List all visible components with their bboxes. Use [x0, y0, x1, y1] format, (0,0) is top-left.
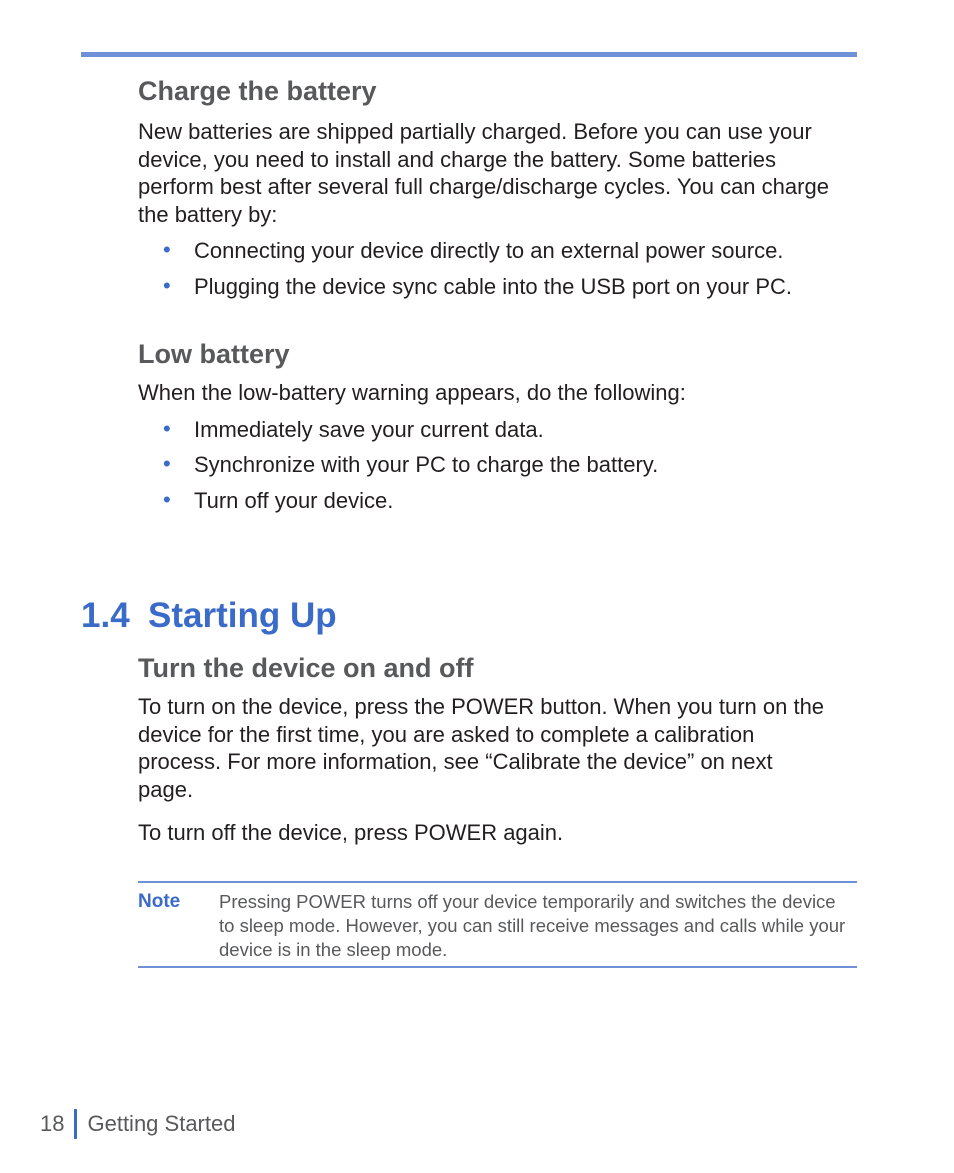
charge-heading: Charge the battery: [138, 76, 377, 106]
bullet-text: Synchronize with your PC to charge the battery.: [194, 452, 659, 477]
bullet-icon: •: [163, 451, 171, 476]
bullet-text: Connecting your device directly to an external power source.: [194, 238, 784, 263]
bullet-icon: •: [163, 415, 171, 441]
footer-divider: [74, 1109, 77, 1139]
chapter-title: Getting Started: [87, 1111, 236, 1136]
section-title: [81, 594, 337, 638]
list-item: [138, 273, 858, 309]
bullet-icon: •: [163, 237, 171, 262]
turn-on-paragraph: To turn on the device, press the POWER button. When you turn on the device for the first time, you are asked to complete a calibration process. For more information, see “Calibrate the device” on next page.: [138, 694, 825, 802]
turn-off-paragraph: To turn off the device, press POWER again.: [138, 820, 564, 845]
turn-on-off-heading: Turn the device on and off: [138, 653, 474, 683]
list-item: [138, 487, 858, 523]
charge-section: [138, 75, 858, 308]
page-footer: [40, 1108, 235, 1140]
note-text: Pressing POWER turns off your device temporarily and switches the device to sleep mode. However, you can still receive messages and calls while your device is in the sleep mode.: [219, 891, 846, 960]
section-number: 1.4: [81, 596, 130, 635]
note-label: Note: [138, 891, 181, 912]
bullet-icon: •: [163, 272, 171, 298]
turn-on-off-section: [138, 652, 858, 847]
section-title-text: Starting Up: [148, 596, 337, 635]
charge-bullet-list: [138, 237, 858, 308]
bullet-icon: •: [163, 486, 171, 512]
charge-paragraph: New batteries are shipped partially charged. Before you can use your device, you need to install and charge the battery. Some batteries perform best after several full charge/discharge cycles. You can charge the battery by:: [138, 119, 829, 227]
bullet-text: Plugging the device sync cable into the USB port on your PC.: [194, 273, 793, 299]
list-item: [138, 451, 858, 487]
bullet-text: Turn off your device.: [194, 487, 394, 513]
page-number: 18: [40, 1111, 65, 1136]
low-battery-paragraph: When the low-battery warning appears, do the following:: [138, 380, 686, 405]
low-battery-heading: Low battery: [138, 339, 290, 369]
list-item: [138, 416, 858, 452]
low-battery-section: [138, 338, 858, 522]
note-box: [138, 881, 857, 968]
top-rule: [81, 52, 857, 57]
low-battery-bullet-list: [138, 416, 858, 523]
list-item: [138, 237, 858, 273]
bullet-text: Immediately save your current data.: [194, 416, 544, 442]
